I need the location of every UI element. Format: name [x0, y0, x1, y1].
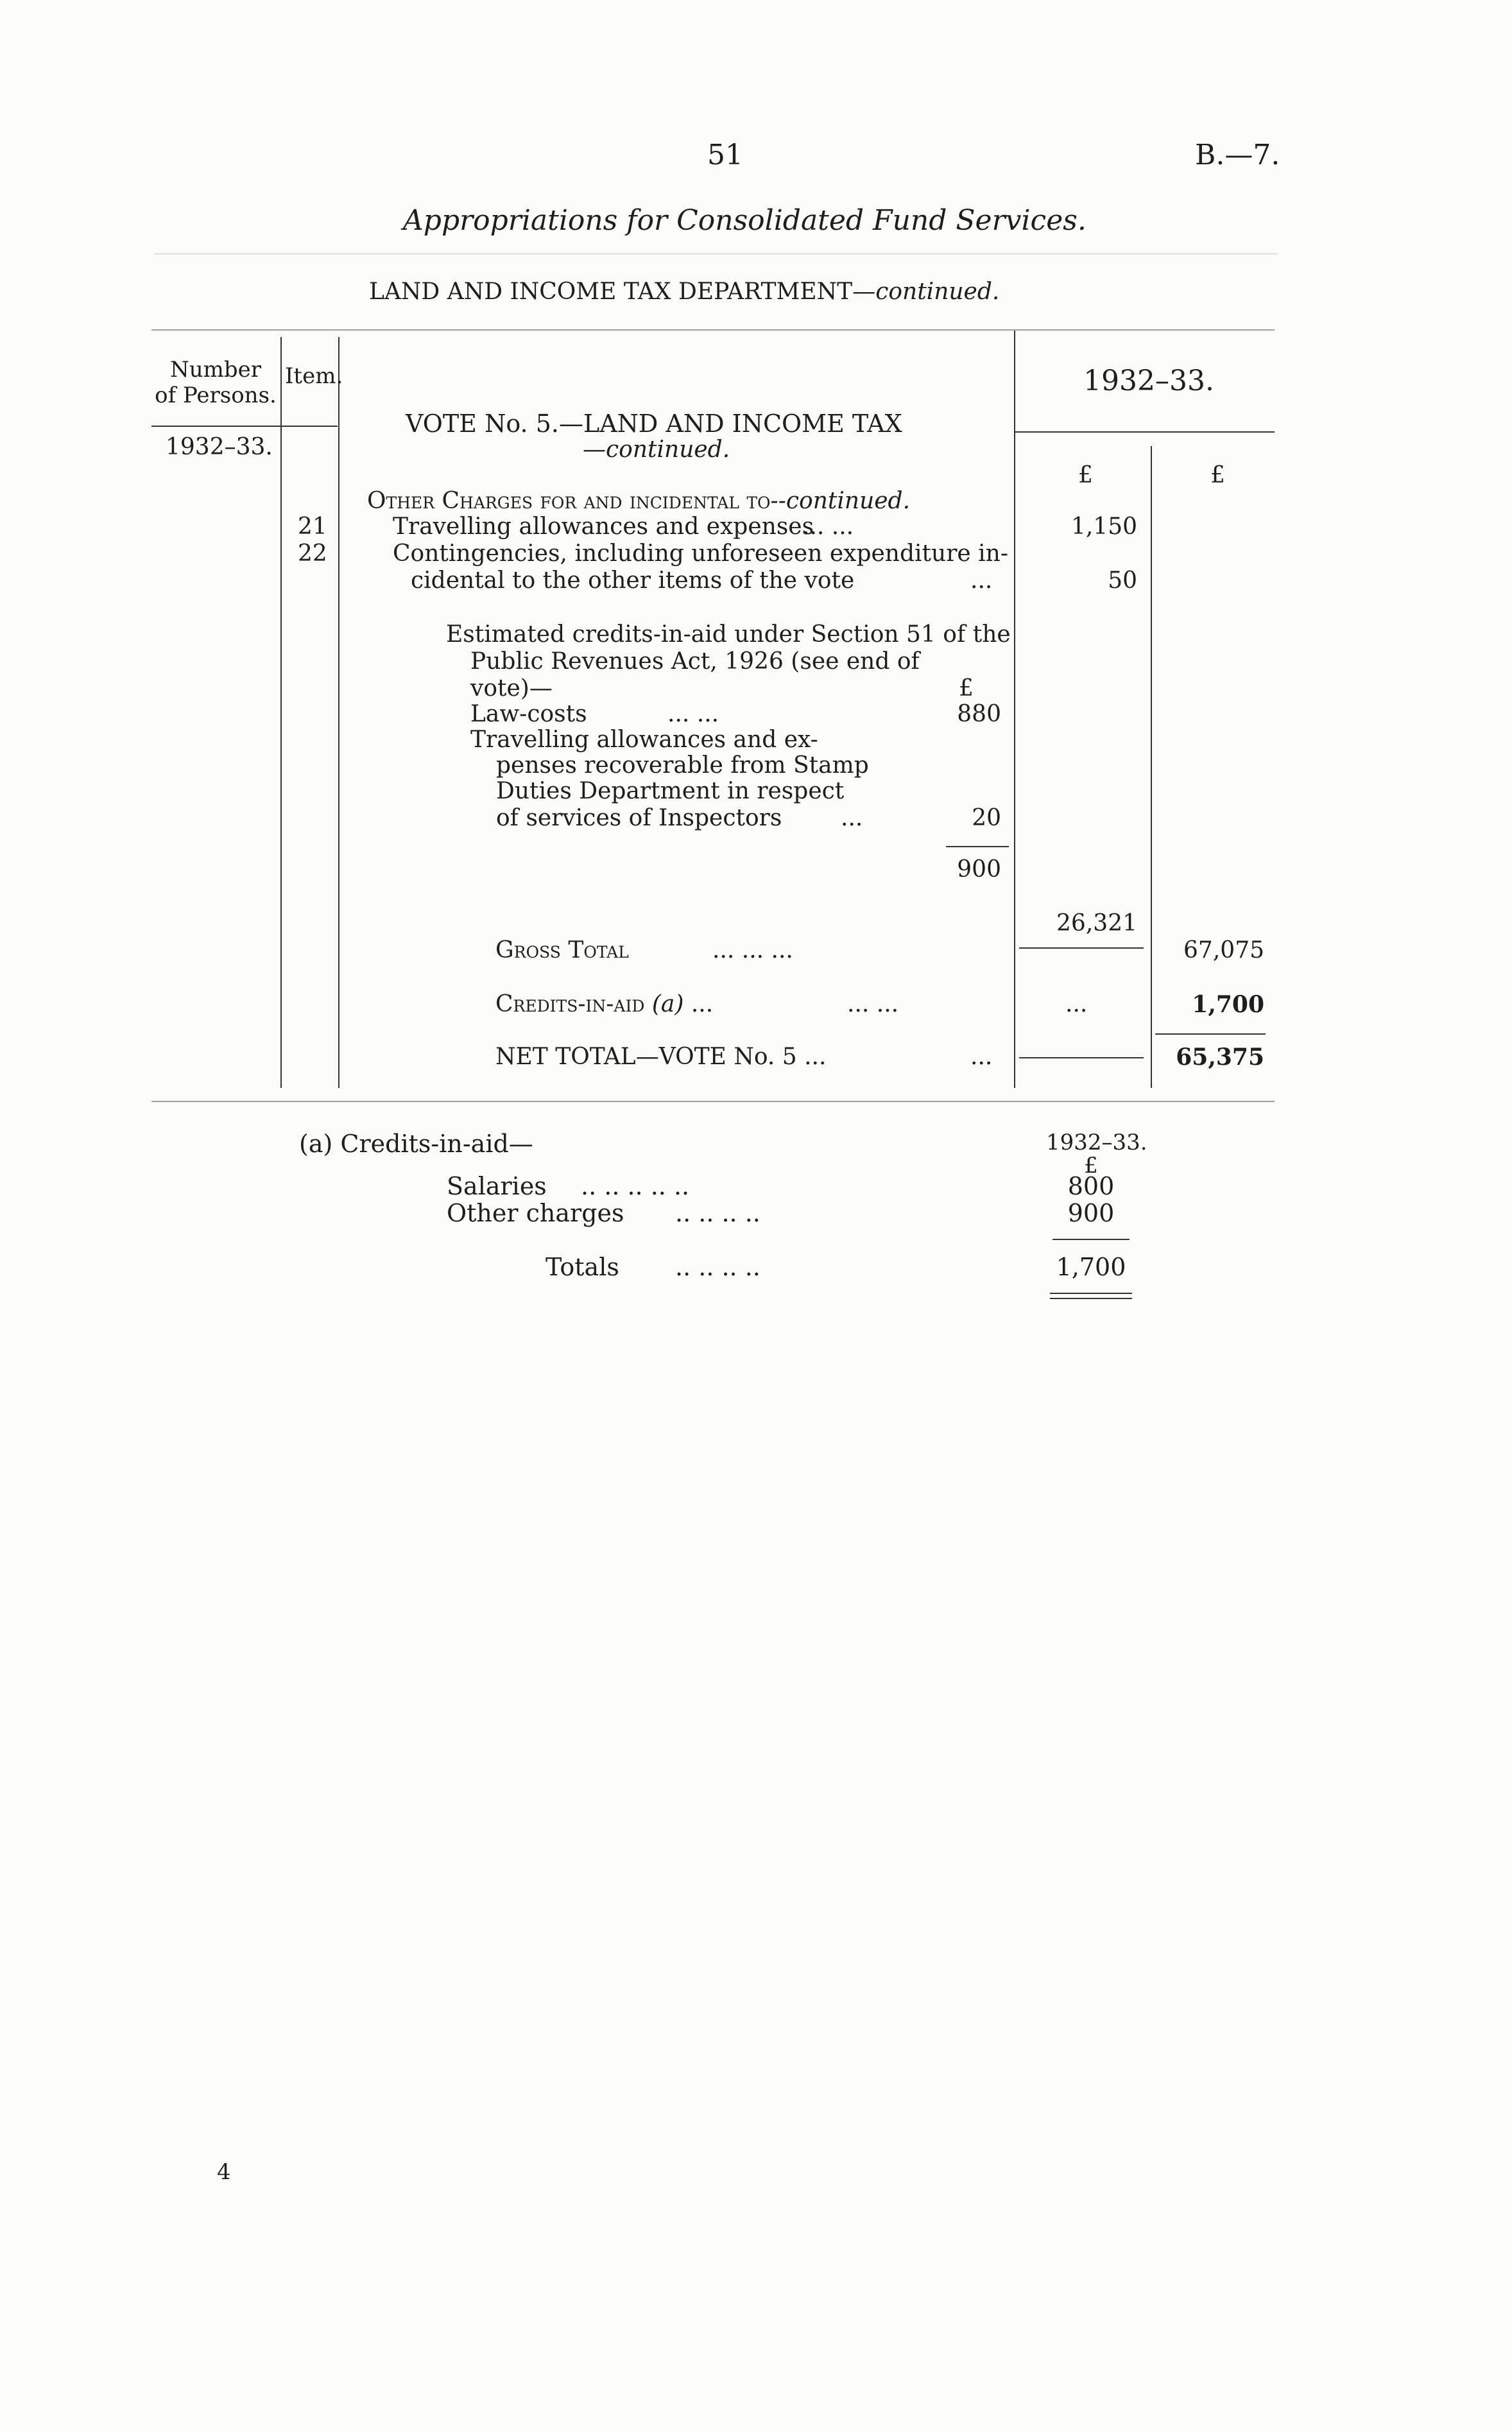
credits-note-total: 900: [957, 856, 1001, 883]
travel-recoverable-line: penses recoverable from Stamp: [496, 752, 869, 779]
footnote-label: (a) Credits-in-aid—: [299, 1130, 533, 1158]
col-divider-amount-right: [1151, 446, 1152, 1088]
footnote-row-label: Salaries: [447, 1172, 547, 1200]
item-number: 22: [298, 540, 327, 567]
subtotal-amount: 26,321: [1056, 910, 1137, 936]
col-divider-persons: [280, 337, 282, 1088]
col-header-number-of-persons: Number of Persons.: [155, 357, 277, 408]
item-amount: 1,150: [1070, 513, 1137, 540]
item-number: 21: [298, 513, 327, 540]
law-costs-leader: ... ...: [667, 701, 719, 727]
persons-year: 1932–33.: [166, 434, 273, 460]
travel-recoverable-amount: 20: [972, 805, 1001, 831]
footnote-totals-amount: 1,700: [1056, 1253, 1126, 1281]
net-total-label: NET TOTAL—VOTE No. 5 ...: [495, 1044, 827, 1070]
item-leader-dots: ...: [970, 567, 993, 594]
footnote-row-dots: .. .. .. .. ..: [581, 1172, 690, 1200]
pound-sign-left: £: [1078, 462, 1093, 488]
footnote-row-amount: 800: [1067, 1172, 1115, 1200]
section-heading: Other Charges for and incidental to--continued.: [367, 488, 911, 514]
footnote-row-label: Other charges: [447, 1199, 624, 1227]
gross-total-amount: 67,075: [1183, 937, 1264, 963]
footnote-sum-rule: [1052, 1239, 1130, 1240]
col-divider-amount-left: [1014, 331, 1015, 1088]
law-costs-label: Law-costs: [470, 701, 587, 727]
travel-recoverable-line: Travelling allowances and ex-: [470, 727, 818, 753]
credits-in-aid-amount: 1,700: [1192, 991, 1264, 1018]
pound-sign-right: £: [1210, 462, 1225, 488]
footnote-row-amount: 900: [1067, 1199, 1115, 1227]
footnote-year: 1932–33.: [1046, 1130, 1147, 1155]
col-header-item: Item.: [285, 363, 343, 389]
item-leader-dots: ... ...: [802, 513, 854, 540]
item-description: Travelling allowances and expenses: [393, 513, 814, 540]
year-header-rule: [1015, 431, 1275, 433]
credits-in-aid-leader: ... ...: [847, 991, 899, 1017]
col-header-rule: [151, 426, 338, 427]
credits-note-line: Public Revenues Act, 1926 (see end of: [470, 648, 920, 675]
credits-note-line: vote)—: [470, 675, 553, 702]
page-title: Appropriations for Consolidated Fund Services.: [403, 204, 1087, 237]
table-top-rule: [151, 329, 1275, 331]
law-costs-amount: 880: [957, 701, 1001, 727]
travel-recoverable-line: of services of Inspectors: [496, 805, 782, 831]
net-total-rule-left: [1019, 1057, 1144, 1058]
travel-recoverable-leader: ...: [841, 805, 863, 831]
year-header: 1932–33.: [1083, 365, 1214, 397]
gross-total-label: Gross Total: [495, 937, 629, 963]
col-divider-item: [338, 337, 339, 1088]
vote-title: VOTE No. 5.—LAND AND INCOME TAX: [406, 410, 902, 438]
net-total-amount: 65,375: [1176, 1044, 1264, 1071]
net-total-leader: ...: [970, 1044, 993, 1070]
credits-note-line: Estimated credits-in-aid under Section 51 of the: [446, 621, 1011, 648]
page-number: 51: [707, 139, 743, 171]
footnote-double-rule-bottom: [1050, 1298, 1132, 1299]
credits-note-sum-rule: [946, 846, 1009, 847]
credits-in-aid-mid: ...: [1065, 991, 1088, 1017]
item-description: Contingencies, including unforeseen expenditure in-: [393, 540, 1009, 567]
travel-recoverable-line: Duties Department in respect: [496, 778, 845, 804]
net-total-rule-right: [1155, 1033, 1266, 1035]
item-amount: 50: [1108, 567, 1137, 594]
footnote-double-rule-top: [1050, 1293, 1132, 1294]
document-reference: B.—7.: [1195, 139, 1280, 171]
footnote-totals-label: Totals: [546, 1253, 619, 1281]
credits-note-pound: £: [959, 675, 974, 702]
vote-title-continued: —continued.: [583, 436, 730, 463]
subtotal-rule: [1019, 947, 1144, 949]
credits-in-aid-label: Credits-in-aid (a) ...: [495, 991, 714, 1017]
corner-mark: 4: [217, 2159, 231, 2185]
footnote-pound: £: [1084, 1153, 1098, 1178]
footnote-row-dots: .. .. .. ..: [675, 1199, 760, 1227]
item-description-cont: cidental to the other items of the vote: [411, 567, 855, 594]
table-bottom-rule: [151, 1101, 1275, 1102]
department-heading: LAND AND INCOME TAX DEPARTMENT—continued.: [369, 279, 1000, 305]
gross-total-leader: ... ... ...: [712, 937, 793, 963]
footnote-totals-dots: .. .. .. ..: [675, 1253, 760, 1281]
